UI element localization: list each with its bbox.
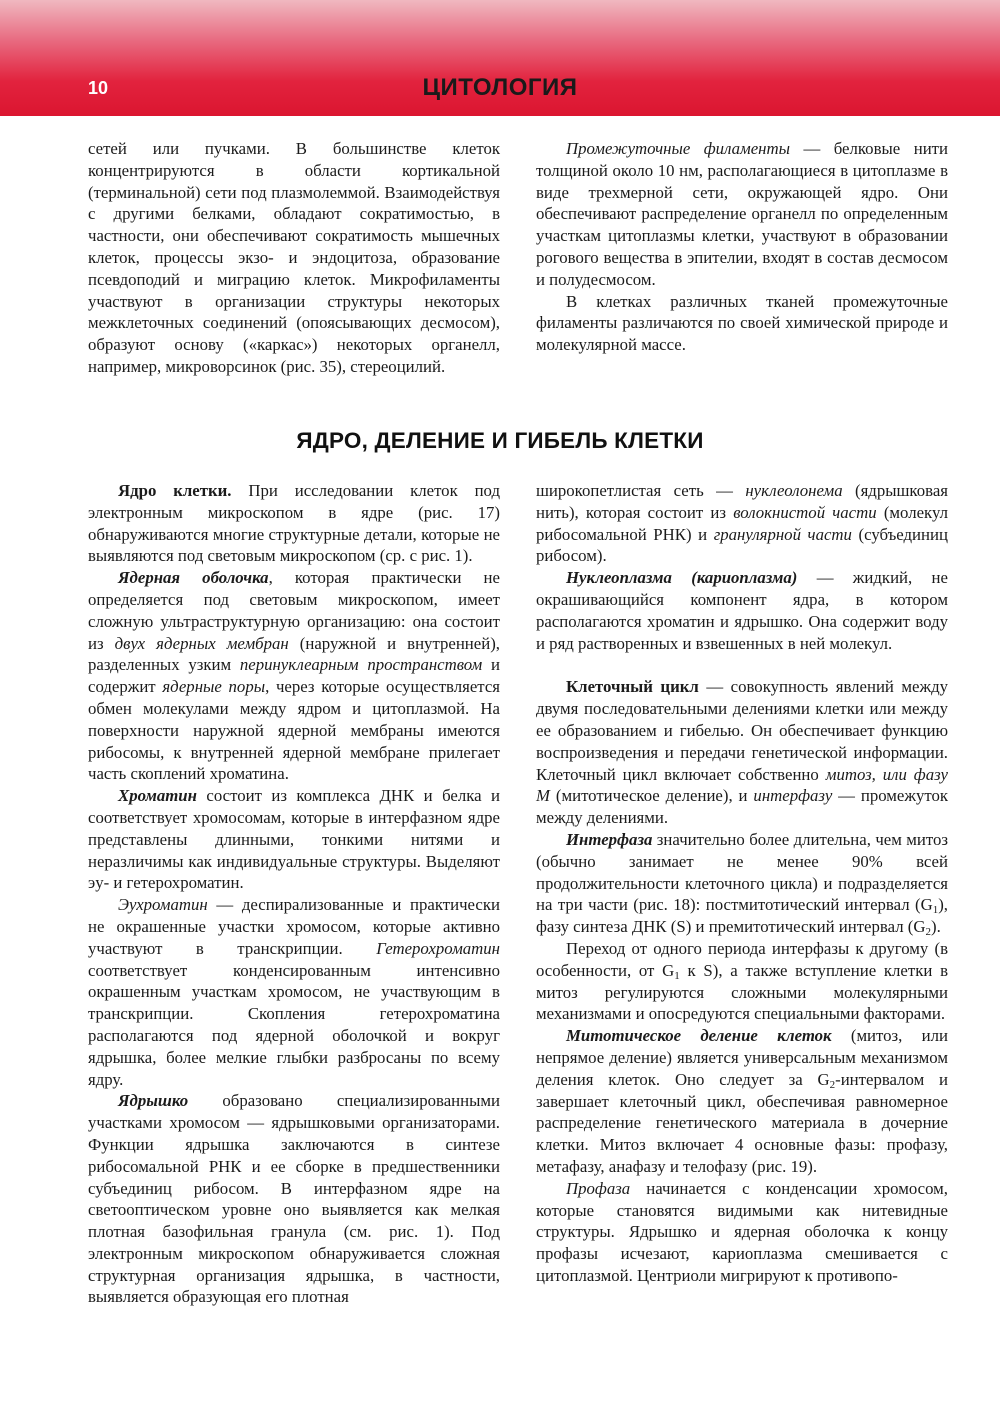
paragraph-interphase: Интерфаза значительно более длительна, чем митоз (обычно занимает не менее 90% всей продолжительности клеточного цикла) и подразделяется на три части (рис. 18): постмитотический интервал $(G_1)$, фазу синтеза ДНК (S) и премитотический интервал $(G_2)$. (536, 829, 948, 939)
paragraph-nucleolus: Ядрышко образовано специализированными участками хромосом — ядрышковыми организаторами. Функции ядрышка заключаются в синтезе рибосомальной РНК и ее сборке в предшественники субъединиц рибосом. В интерфазном ядре на светооптическом уровне оно выявляется как мелкая плотная базофильная гранула (см. рис. 1). Под электронным микроскопом обнаруживается сложная структурная организация ядрышка, в частности, выявляется образующая его плотная (88, 1091, 500, 1307)
paragraph-euchromatin: Эухроматин — деспирализованные и практически не окрашенные участки хромосом, которые активно участвуют в транскрипции. Гетерохроматин соответствует конденсированным интенсивно окрашенным участкам хромосом, не участвующим в транскрипции. Скопления гетерохроматина располагаются под ядерной оболочкой и вокруг ядрышка, более мелкие глыбки разбросаны по всему ядру. (88, 895, 500, 1089)
paragraph-intermediate-filaments: Промежуточные филаменты — белковые нити толщиной около 10 нм, располагающиеся в цитоплазме в виде трехмерной сети, окружающей ядро. Они обеспечивают распределение органелл по определенным участкам цитоплазмы клетки, участвуют в образовании рогового вещества в эпителии, входят в состав десмосом и полудесмосом. (536, 139, 948, 289)
running-title: ЦИТОЛОГИЯ (422, 74, 578, 101)
paragraph-prophase: Профаза начинается с конденсации хромосом, которые становятся видимыми как нитевидные структуры. Ядрышко и ядерная оболочка к концу профазы исчезают, кариоплазма смешивается с цитоплазмой. Центриоли мигрируют к противопо- (536, 1178, 948, 1285)
paragraph-nucleoplasm: Нуклеоплазма (кариоплазма) — жидкий, не окрашивающийся компонент ядра, в котором располагаются хроматин и ядрышко. Она содержит воду и ряд растворенных и взвешенных в ней молекул. (536, 568, 948, 653)
term-nucleoplasm: Нуклеоплазма (кариоплазма) (566, 568, 798, 588)
top-left-column (88, 138, 500, 378)
page-number: 10 (88, 78, 109, 98)
paragraph-nuclear-envelope: Ядерная оболочка, которая практически не определяется под световым микроскопом, имеет сложную ультраструктурную организацию: она состоит из двух ядерных мембран (наружной и внутренней), разделенных узким перинуклеарным пространством и содержит ядерные поры, через которые осуществляется обмен молекулами между ядром и цитоплазмой. На поверхности наружной ядерной мембраны имеются рибосомы, к внутренней ядерной мембране прилегает часть скоплений хроматина. (88, 568, 500, 784)
paragraph-cell-cycle: Клеточный цикл — совокупность явлений между двумя последовательными делениями клетки или между ее образованием и гибелью. Он обеспечивает функцию воспроизведения и передачи генетической информации. Клеточный цикл включает собственно митоз, или фазу М (митотическое деление), и интерфазу — промежуток между делениями. (536, 677, 949, 828)
term-nucleolus: Ядрышко (118, 1091, 189, 1111)
bottom-left-column (88, 480, 500, 1308)
term-interphase: Интерфаза (566, 829, 653, 849)
page-header (0, 0, 1000, 116)
term-heterochromatin: Гетерохроматин (376, 938, 500, 958)
term-chromatin: Хроматин (118, 786, 197, 806)
term-euchromatin: Эухроматин (118, 895, 208, 915)
paragraph-nucleus: Ядро клетки. При исследовании клеток под электронным микроскопом в ядре (рис. 17) обнаруживаются многие структурные детали, которые не выявляются под световым микроскопом (ср. с рис. 1). (88, 481, 501, 566)
term-cell-cycle: Клеточный цикл (566, 677, 699, 697)
bottom-right-column (536, 480, 948, 1287)
paragraph-filament-types: В клетках различных тканей промежуточные филаменты различаются по своей химической природе и молекулярной массе. (536, 291, 948, 355)
term-nuclear-envelope: Ядерная оболочка (118, 568, 269, 588)
paragraph-mitosis: Митотическое деление клеток (митоз, или непрямое деление) является универсальным механизмом деления клеток. Оно следует за $G_2$-интервалом и завершает клеточный цикл, обеспечивая равномерное распределение генетического материала в дочерние клетки. Митоз включает 4 основные фазы: профазу, метафазу, анафазу и телофазу (рис. 19). (536, 1026, 948, 1176)
section-title: ЯДРО, ДЕЛЕНИЕ И ГИБЕЛЬ КЛЕТКИ (296, 428, 704, 453)
term-mitosis: Митотическое деление клеток (566, 1026, 832, 1046)
paragraph-nucleolonema: широкопетлистая сеть — нуклеолонема (ядрышковая нить), которая состоит из волокнистой части (молекул рибосомальной РНК) и гранулярной части (субъединиц рибосом). (536, 481, 948, 566)
term-nucleus: Ядро клетки. (118, 481, 232, 500)
term-intermediate-filaments: Промежуточные филаменты (566, 139, 790, 158)
paragraph-chromatin: Хроматин состоит из комплекса ДНК и белка и соответствует хромосомам, которые в интерфазном ядре представлены длинными, тонкими нитями и неразличимы как индивидуальные структуры. Выделяют эу- и гетерохроматин. (88, 786, 500, 893)
top-right-column (536, 138, 948, 356)
term-prophase: Профаза (566, 1178, 631, 1198)
paragraph-phase-transition: Переход от одного периода интерфазы к другому (в особенности, от $G_1$ к S), а также вступление клетки в митоз регулируются сложными молекулярными механизмами и опосредуются специальными факторами. (536, 938, 949, 1024)
paragraph-microfilaments: сетей или пучками. В большинстве клеток концентрируются в области кортикальной (терминальной) сети под плазмолеммой. Взаимодействуя с другими белками, обладают сократимостью, в частности, они обеспечивают сократимость мышечных клеток, процессы экзо- и эндоцитоза, образование псевдоподий и миграцию клеток. Микрофиламенты участвуют в организации структуры некоторых межклеточных соединений (опоясывающих десмосом), образуют основу («каркас») некоторых органелл, например, микроворсинок (рис. 35), стереоцилий. (88, 139, 500, 376)
